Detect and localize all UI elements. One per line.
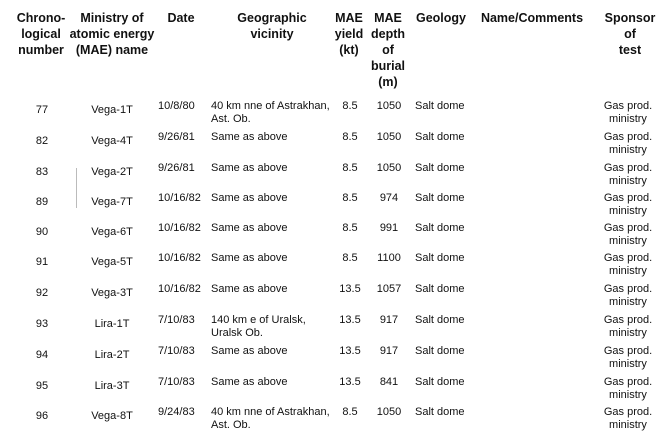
burial-depth-cell: 974: [379, 192, 399, 204]
chronological-number-cell: 94: [35, 349, 49, 361]
burial-depth-cell: 1050: [376, 100, 402, 112]
test-date-cell: 10/16/82: [158, 192, 201, 204]
geology-cell: Salt dome: [415, 131, 465, 143]
chronological-number-cell: 89: [35, 196, 49, 208]
mae-name-cell: Vega-8T: [91, 410, 133, 422]
burial-depth-cell: 991: [379, 222, 399, 234]
mae-yield-cell: 13.5: [339, 345, 361, 357]
test-date-cell: 9/24/83: [158, 406, 195, 418]
mae-yield-cell: 8.5: [342, 131, 358, 143]
mae-yield-cell: 8.5: [342, 100, 358, 112]
geology-cell: Salt dome: [415, 283, 465, 295]
chronological-number-cell: 91: [35, 256, 49, 268]
test-date-cell: 7/10/83: [158, 345, 195, 357]
chronological-number-cell: 92: [35, 287, 49, 299]
chronological-number-cell: 96: [35, 410, 49, 422]
burial-depth-cell: 841: [379, 376, 399, 388]
header-depth: MAE depth of burial (m): [370, 11, 406, 89]
mae-yield-cell: 8.5: [342, 406, 358, 418]
burial-depth-cell: 1057: [376, 283, 402, 295]
chronological-number-cell: 82: [35, 135, 49, 147]
sponsor-cell: Gas prod. ministry: [603, 222, 653, 247]
sponsor-cell: Gas prod. ministry: [603, 283, 653, 308]
geology-cell: Salt dome: [415, 100, 465, 112]
geographic-vicinity-cell: 40 km nne of Astrakhan, Ast. Ob.: [211, 100, 330, 125]
mae-name-cell: Vega-1T: [91, 104, 133, 116]
chronological-number-cell: 90: [35, 226, 49, 238]
header-chrono: Chrono- logical number: [16, 11, 66, 57]
header-mae-name: Ministry of atomic energy (MAE) name: [69, 11, 155, 57]
burial-depth-cell: 1050: [376, 131, 402, 143]
mae-yield-cell: 13.5: [339, 314, 361, 326]
geology-cell: Salt dome: [415, 192, 465, 204]
header-vicinity: Geographic vicinity: [237, 11, 307, 41]
mae-name-cell: Lira-1T: [94, 318, 130, 330]
mae-yield-cell: 8.5: [342, 162, 358, 174]
chronological-number-cell: 83: [35, 166, 49, 178]
geology-cell: Salt dome: [415, 162, 465, 174]
mae-name-cell: Vega-6T: [91, 226, 133, 238]
mae-name-cell: Vega-3T: [91, 287, 133, 299]
chronological-number-cell: 95: [35, 380, 49, 392]
mae-name-cell: Vega-5T: [91, 256, 133, 268]
sponsor-cell: Gas prod. ministry: [603, 162, 653, 187]
geographic-vicinity-cell: 40 km nne of Astrakhan, Ast. Ob.: [211, 406, 330, 431]
sponsor-cell: Gas prod. ministry: [603, 192, 653, 217]
geographic-vicinity-cell: Same as above: [211, 283, 288, 295]
header-yield: MAE yield (kt): [334, 11, 364, 57]
sponsor-cell: Gas prod. ministry: [603, 131, 653, 156]
burial-depth-cell: 917: [379, 345, 399, 357]
geology-cell: Salt dome: [415, 376, 465, 388]
header-geology: Geology: [415, 11, 466, 25]
geology-cell: Salt dome: [415, 222, 465, 234]
test-date-cell: 9/26/81: [158, 131, 195, 143]
burial-depth-cell: 1050: [376, 406, 402, 418]
header-sponsor: Sponsor of test: [604, 11, 656, 57]
geographic-vicinity-cell: Same as above: [211, 222, 288, 234]
sponsor-cell: Gas prod. ministry: [603, 314, 653, 339]
mae-yield-cell: 8.5: [342, 222, 358, 234]
header-date: Date: [167, 11, 195, 25]
sponsor-cell: Gas prod. ministry: [603, 252, 653, 277]
burial-depth-cell: 1100: [377, 252, 401, 264]
burial-depth-cell: 1050: [376, 162, 402, 174]
mae-name-cell: Lira-3T: [94, 380, 130, 392]
geographic-vicinity-cell: 140 km e of Uralsk, Uralsk Ob.: [211, 314, 306, 339]
test-date-cell: 7/10/83: [158, 376, 195, 388]
test-date-cell: 7/10/83: [158, 314, 195, 326]
mae-name-cell: Vega-4T: [91, 135, 133, 147]
sponsor-cell: Gas prod. ministry: [603, 376, 653, 401]
mae-yield-cell: 13.5: [339, 376, 361, 388]
burial-depth-cell: 917: [379, 314, 399, 326]
test-date-cell: 10/16/82: [158, 283, 201, 295]
sponsor-cell: Gas prod. ministry: [603, 406, 653, 431]
mae-yield-cell: 8.5: [342, 252, 358, 264]
mae-yield-cell: 8.5: [342, 192, 358, 204]
test-date-cell: 10/16/82: [158, 252, 201, 264]
sponsor-cell: Gas prod. ministry: [603, 100, 653, 125]
geographic-vicinity-cell: Same as above: [211, 252, 288, 264]
geology-cell: Salt dome: [415, 345, 465, 357]
mae-name-cell: Lira-2T: [94, 349, 130, 361]
geographic-vicinity-cell: Same as above: [211, 345, 288, 357]
test-date-cell: 10/8/80: [158, 100, 195, 112]
mae-yield-cell: 13.5: [339, 283, 361, 295]
geology-cell: Salt dome: [415, 314, 465, 326]
test-date-cell: 9/26/81: [158, 162, 195, 174]
geology-cell: Salt dome: [415, 252, 465, 264]
test-date-cell: 10/16/82: [158, 222, 201, 234]
geology-cell: Salt dome: [415, 406, 465, 418]
chronological-number-cell: 77: [35, 104, 49, 116]
mae-name-cell: Vega-2T: [91, 166, 133, 178]
geographic-vicinity-cell: Same as above: [211, 376, 288, 388]
header-comments: Name/Comments: [480, 11, 584, 25]
geographic-vicinity-cell: Same as above: [211, 131, 288, 143]
geographic-vicinity-cell: Same as above: [211, 192, 288, 204]
sponsor-cell: Gas prod. ministry: [603, 345, 653, 370]
scan-mark: [76, 168, 77, 208]
mae-name-cell: Vega-7T: [91, 196, 133, 208]
geographic-vicinity-cell: Same as above: [211, 162, 288, 174]
chronological-number-cell: 93: [35, 318, 49, 330]
